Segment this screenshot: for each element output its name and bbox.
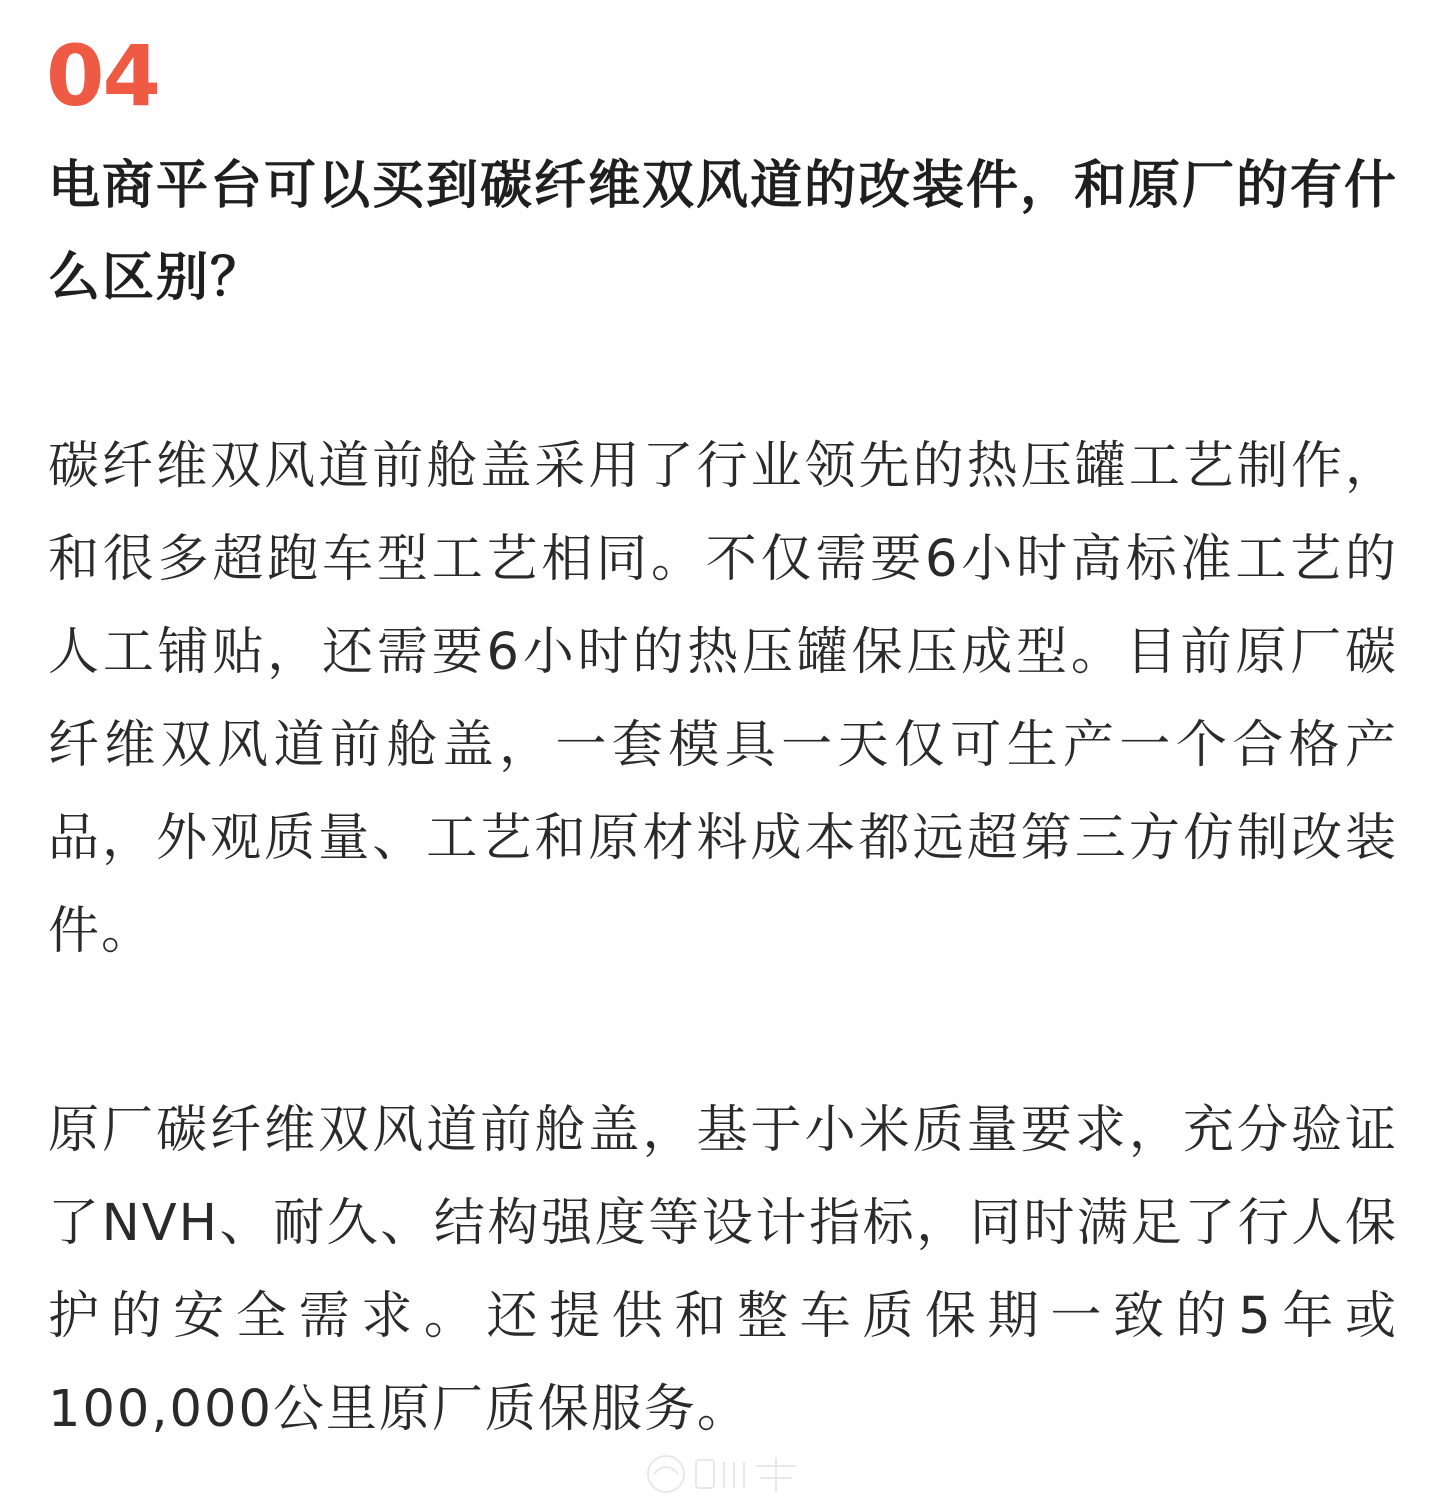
watermark-logo-icon <box>640 1448 805 1500</box>
answer-paragraph-2: 原厂碳纤维双风道前舱盖，基于小米质量要求，充分验证了NVH、耐久、结构强度等设计指标，同时满足了行人保护的安全需求。还提供和整车质保期一致的5年或100,000公里原厂质保服务。 <box>48 1101 1398 1439</box>
question-heading: 电商平台可以买到碳纤维双风道的改装件，和原厂的有什么区别？ <box>48 156 1399 308</box>
section-number: 04 <box>46 27 159 125</box>
answer-paragraph-1: 碳纤维双风道前舱盖采用了行业领先的热压罐工艺制作，和很多超跑车型工艺相同。不仅需要6小时高标准工艺的人工铺贴，还需要6小时的热压罐保压成型。目前原厂碳纤维双风道前舱盖，一套模具一天仅可生产一个合格产品，外观质量、工艺和原材料成本都远超第三方仿制改装件。 <box>48 437 1398 961</box>
